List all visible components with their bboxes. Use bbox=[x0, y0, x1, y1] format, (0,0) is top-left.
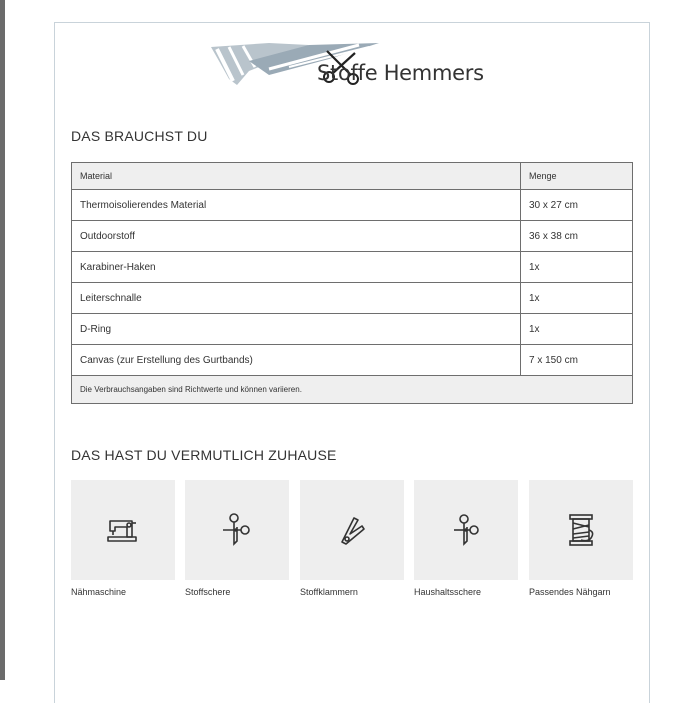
quantity-cell: 30 x 27 cm bbox=[521, 190, 633, 221]
tool-icon-box bbox=[300, 480, 404, 580]
tool-icon-box bbox=[71, 480, 175, 580]
tools-grid bbox=[71, 480, 633, 610]
sewing-machine-icon bbox=[103, 510, 143, 550]
document-page bbox=[54, 22, 650, 703]
tool-card bbox=[529, 480, 633, 597]
thread-spool-icon bbox=[561, 510, 601, 550]
tool-label: Haushaltsschere bbox=[414, 587, 482, 597]
table-row bbox=[72, 345, 633, 376]
tool-icon-box bbox=[185, 480, 289, 580]
tool-card bbox=[414, 480, 518, 597]
materials-section-title: DAS BRAUCHST DU bbox=[71, 128, 208, 144]
quantity-cell: 1x bbox=[521, 252, 633, 283]
household-scissors-icon bbox=[446, 510, 486, 550]
quantity-cell: 1x bbox=[521, 283, 633, 314]
fabric-scissors-icon bbox=[217, 510, 257, 550]
tool-label: Nähmaschine bbox=[71, 587, 127, 597]
tool-label: Passendes Nähgarn bbox=[529, 587, 611, 597]
table-row bbox=[72, 314, 633, 345]
tool-label: Stoffschere bbox=[185, 587, 231, 597]
header-material: Material bbox=[72, 163, 521, 190]
table-note: Die Verbrauchsangaben sind Richtwerte und können variieren. bbox=[72, 376, 633, 404]
quantity-cell: 7 x 150 cm bbox=[521, 345, 633, 376]
table-header-row bbox=[72, 163, 633, 190]
table-row bbox=[72, 190, 633, 221]
table-note-row bbox=[72, 376, 633, 404]
material-cell: D-Ring bbox=[72, 314, 521, 345]
fabric-clip-icon bbox=[332, 510, 372, 550]
tool-card bbox=[185, 480, 289, 597]
materials-table bbox=[71, 162, 633, 404]
quantity-cell: 36 x 38 cm bbox=[521, 221, 633, 252]
table-row bbox=[72, 221, 633, 252]
header-quantity: Menge bbox=[521, 163, 633, 190]
tool-icon-box bbox=[414, 480, 518, 580]
tool-label: Stoffklammern bbox=[300, 587, 358, 597]
material-cell: Outdoorstoff bbox=[72, 221, 521, 252]
brand-name: Stoffe Hemmers bbox=[317, 61, 484, 85]
material-cell: Thermoisolierendes Material bbox=[72, 190, 521, 221]
tool-icon-box bbox=[529, 480, 633, 580]
table-row bbox=[72, 252, 633, 283]
tools-section-title: DAS HAST DU VERMUTLICH ZUHAUSE bbox=[71, 447, 337, 463]
viewer-left-edge bbox=[0, 0, 5, 680]
quantity-cell: 1x bbox=[521, 314, 633, 345]
tool-card bbox=[71, 480, 175, 597]
material-cell: Leiterschnalle bbox=[72, 283, 521, 314]
tool-card bbox=[300, 480, 404, 597]
material-cell: Karabiner-Haken bbox=[72, 252, 521, 283]
material-cell: Canvas (zur Erstellung des Gurtbands) bbox=[72, 345, 521, 376]
table-row bbox=[72, 283, 633, 314]
